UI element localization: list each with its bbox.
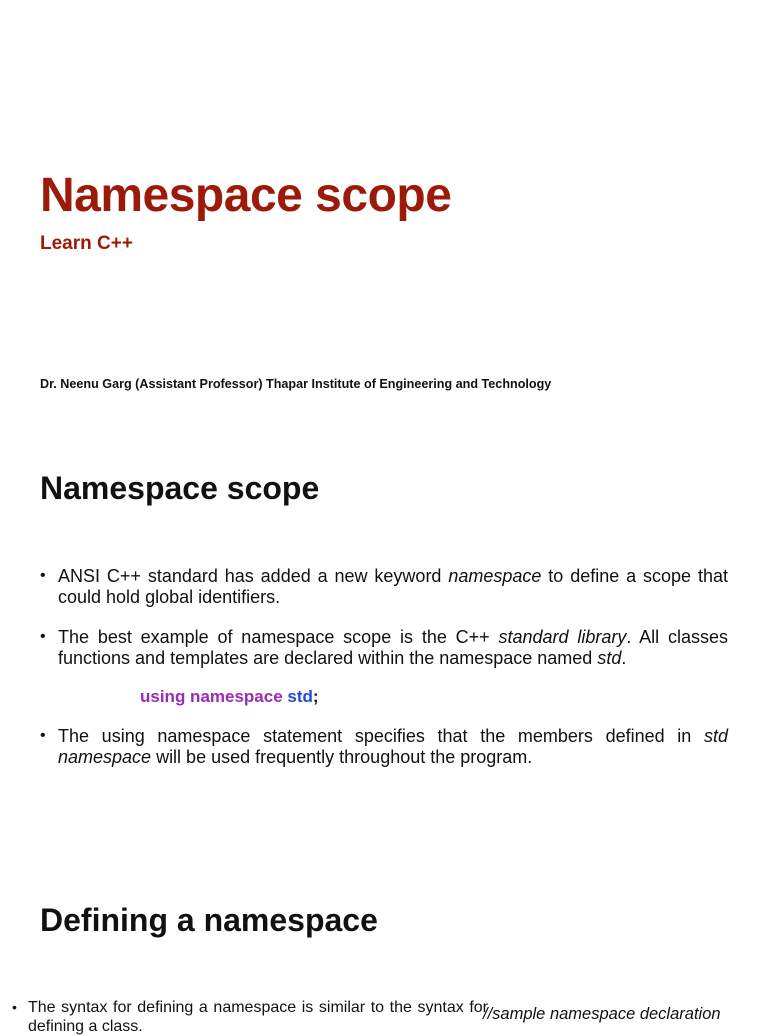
slide-heading: Namespace scope: [40, 470, 320, 506]
bullet-item: [40, 726, 728, 767]
bullet-emphasis: namespace: [448, 566, 542, 586]
bullet-text: The syntax for defining a namespace is similar to the syntax for defining a class.: [28, 999, 488, 1035]
bullet-icon: •: [40, 727, 46, 744]
code-semicolon: ;: [312, 687, 319, 706]
title-slide: [0, 0, 768, 432]
bullet-text: to define a scope that could hold global identifiers.: [58, 566, 728, 607]
bullet-emphasis: standard library: [498, 627, 627, 647]
slide-heading: Defining a namespace: [40, 902, 378, 938]
bullet-icon: •: [40, 628, 46, 645]
code-comment: //sample namespace declaration: [483, 1005, 721, 1023]
code-snippet: [140, 687, 728, 707]
author-line: Dr. Neenu Garg (Assistant Professor) Thapar Institute of Engineering and Technology: [40, 377, 552, 391]
namespace-scope-slide: [0, 432, 768, 864]
bullet-item: [12, 998, 488, 1036]
bullet-text: The using namespace statement specifies that the members defined in: [58, 726, 704, 746]
bullet-emphasis: std: [597, 647, 622, 668]
bullet-icon: •: [12, 999, 17, 1015]
defining-namespace-slide: [0, 864, 768, 1035]
bullet-icon: •: [40, 567, 46, 584]
bullet-text: ANSI C++ standard has added a new keyword: [58, 566, 449, 586]
presentation-title: Namespace scope: [40, 169, 452, 222]
presentation-subtitle: Learn C++: [40, 233, 133, 254]
code-keyword: using namespace: [140, 687, 283, 706]
bullet-item: [40, 566, 728, 607]
bullet-text: The best example of namespace scope is the C++: [58, 627, 499, 647]
bullet-emphasis: std namespace: [58, 726, 728, 767]
code-namespace-name: std: [287, 687, 313, 706]
bullet-text: will be used frequently throughout the program.: [151, 746, 533, 767]
bullet-text: . All classes functions and templates are declared within the namespace named: [58, 627, 729, 668]
bullet-text: .: [621, 647, 627, 668]
bullet-item: [40, 627, 728, 668]
bullet-list: [40, 566, 728, 767]
